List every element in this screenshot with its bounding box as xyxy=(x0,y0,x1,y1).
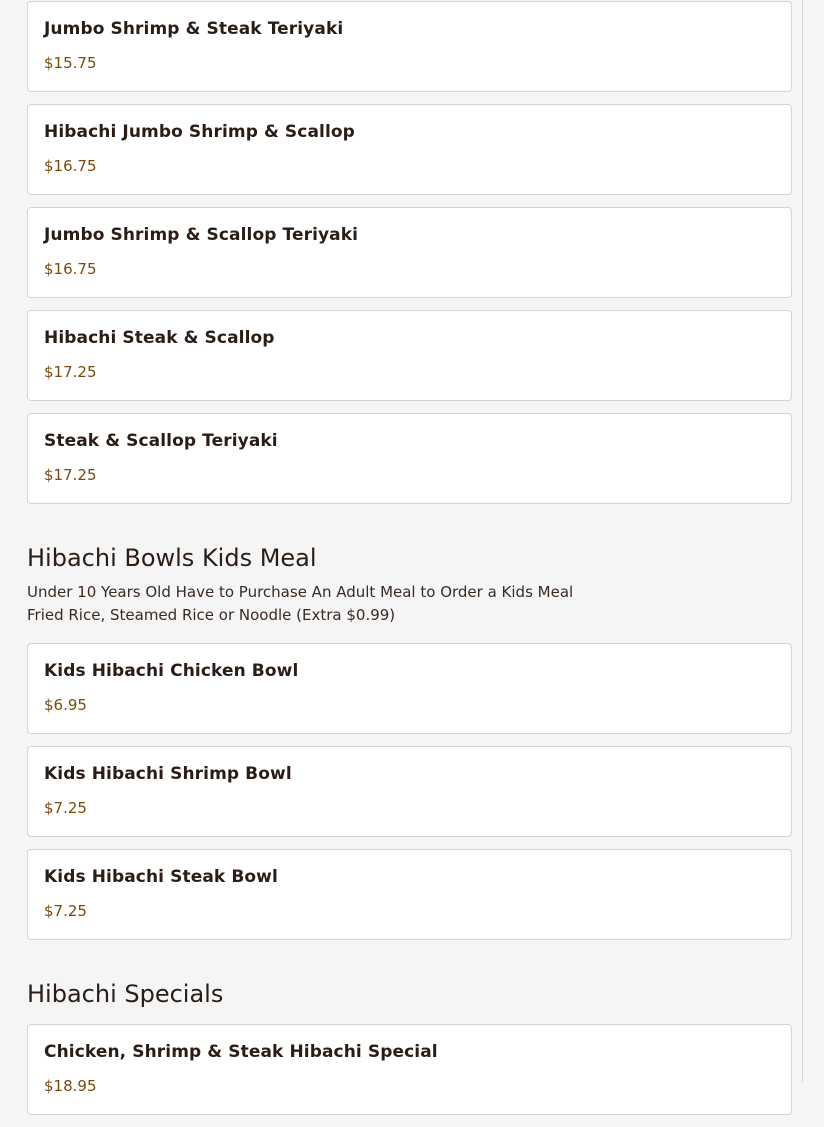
menu-item-card[interactable] xyxy=(27,849,792,940)
item-name: Steak & Scallop Teriyaki xyxy=(44,431,278,451)
item-price: $18.95 xyxy=(44,1077,97,1095)
item-price: $16.75 xyxy=(44,260,97,278)
item-name: Kids Hibachi Chicken Bowl xyxy=(44,661,299,681)
item-name: Jumbo Shrimp & Scallop Teriyaki xyxy=(44,225,359,245)
menu-item-card[interactable] xyxy=(27,104,792,195)
item-price: $6.95 xyxy=(44,696,87,714)
specials-section xyxy=(27,979,223,1009)
kids-meal-section xyxy=(27,543,573,627)
item-price: $17.25 xyxy=(44,466,97,484)
menu-item-card[interactable] xyxy=(27,207,792,298)
specials-items-list xyxy=(27,1024,792,1127)
item-price: $7.25 xyxy=(44,799,87,817)
menu-item-card[interactable] xyxy=(27,643,792,734)
scroll-edge-divider xyxy=(802,0,803,1082)
kids-items-list xyxy=(27,643,792,952)
menu-item-card[interactable] xyxy=(27,746,792,837)
item-price: $15.75 xyxy=(44,54,97,72)
section-description xyxy=(27,581,573,627)
item-name: Kids Hibachi Steak Bowl xyxy=(44,867,278,887)
menu-item-card[interactable] xyxy=(27,310,792,401)
top-items-list xyxy=(27,1,792,516)
menu-item-card[interactable] xyxy=(27,1024,792,1115)
item-name: Kids Hibachi Shrimp Bowl xyxy=(44,764,292,784)
item-price: $16.75 xyxy=(44,157,97,175)
section-description-line: Fried Rice, Steamed Rice or Noodle (Extra $0.99) xyxy=(27,606,396,624)
item-price: $7.25 xyxy=(44,902,87,920)
menu-item-card[interactable] xyxy=(27,1,792,92)
section-description-line: Under 10 Years Old Have to Purchase An Adult Meal to Order a Kids Meal xyxy=(27,583,574,601)
item-name: Jumbo Shrimp & Steak Teriyaki xyxy=(44,19,344,39)
menu-item-card[interactable] xyxy=(27,413,792,504)
item-name: Chicken, Shrimp & Steak Hibachi Special xyxy=(44,1042,438,1062)
item-name: Hibachi Jumbo Shrimp & Scallop xyxy=(44,122,355,142)
section-title: Hibachi Bowls Kids Meal xyxy=(27,544,317,572)
item-price: $17.25 xyxy=(44,363,97,381)
section-title: Hibachi Specials xyxy=(27,980,224,1008)
item-name: Hibachi Steak & Scallop xyxy=(44,328,275,348)
